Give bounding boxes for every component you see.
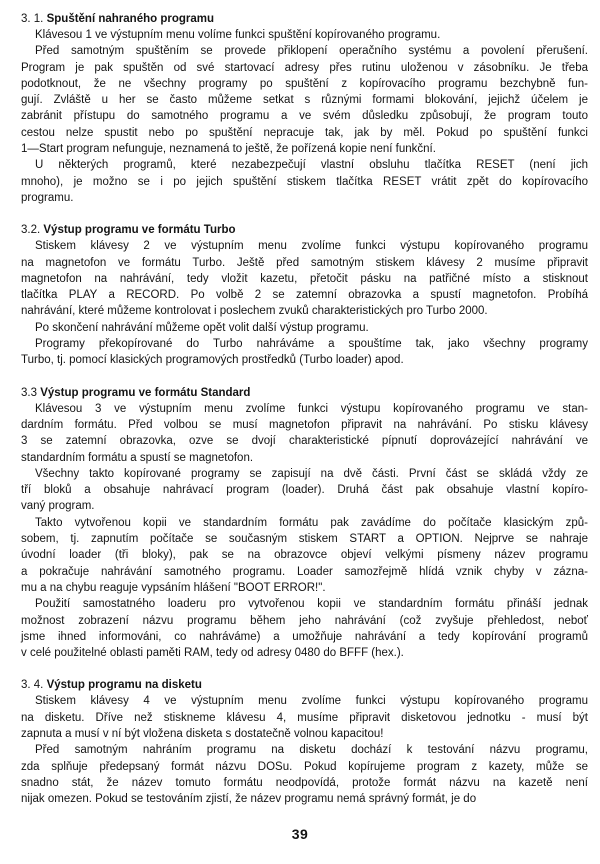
page-number: 39 (291, 826, 309, 842)
text-line: 1—Start program nefunguje, neznamená to ještě, že pořízená kopie není funkční. (21, 143, 436, 156)
text-line: Programy překopírované do Turbo nahráváme a spouštíme tak, jako všechny programy (35, 338, 588, 351)
section-number: 3.2. (21, 224, 41, 237)
text-line: sobem, tj. zapnutím počítače se současným stiskem START a OPTION. Nejprve se nahraje (21, 533, 588, 546)
paragraph (21, 238, 588, 319)
paragraph (21, 515, 588, 596)
paragraph (21, 401, 588, 466)
section-title: Výstup programu ve formátu Turbo (43, 224, 236, 237)
section-heading (21, 385, 588, 401)
text-line: vaný program. (21, 500, 95, 513)
section (21, 677, 588, 807)
text-line: Všechny takto kopírované programy se zapisují na dvě části. První část se skládá vždy ze (35, 467, 588, 480)
text-line: v celé použitelné oblasti paměti RAM, tedy od adresy 0480 do BFFF (hex.). (21, 647, 404, 660)
section-number: 3. 1. (21, 13, 44, 25)
text-line: dardním formátu. Před volbou se musí magnetofon připravit na nahrávání. Po stisku klávesy (21, 418, 588, 431)
text-line: zabránit přístupu do samotného programu a ve svém důsledku způsobují, že program touto (21, 110, 588, 123)
text-line: Klávesou 3 ve výstupním menu zvolíme funkci výstupu kopírovaného programu ve stan- (35, 402, 588, 415)
section-title: Výstup programu ve formátu Standard (40, 386, 251, 399)
paragraph (21, 320, 588, 336)
text-line: na magnetofon ve formátu Turbo. Ještě před samotným stiskem klávesy 2 musíme připravit (21, 256, 588, 269)
text-line: gují. Zvláště u her se často můžeme setkat s různými formami blokování, jejichž účelem je (21, 94, 588, 107)
text-line: Stiskem klávesy 2 ve výstupním menu zvolíme funkci výstupu kopírovaného programu (35, 240, 588, 253)
paragraph (21, 43, 588, 157)
text-line: podotknout, že ne všechny programy po spuštění z kopírovacího programu bezchybně fun- (21, 77, 588, 90)
text-line: U některých programů, které nezabezpečují vlastní obsluhu tlačítka RESET (není jich (35, 159, 588, 172)
text-line: zapnuta a musí v ní být vložena disketa s dostatečně volnou kapacitou! (21, 727, 384, 740)
paragraph (21, 336, 588, 369)
paragraph (21, 693, 588, 742)
text-line: Použití samostatného loaderu pro vytvořenou kopii ve standardním formátu přináší jednak (35, 598, 588, 611)
text-line: magnetofon na nahrávání, tedy vložit kazetu, přetočit pásku na patřičné místo a stisknout (21, 272, 588, 285)
section (21, 11, 588, 206)
text-line: zda splňuje předepsaný formát názvu DOSu. Pokud kopírujeme program z kazety, může se (21, 760, 588, 773)
paragraph (21, 157, 588, 206)
text-line: nijak omezen. Pokud se testováním zjistí, že název programu nemá správný formát, je do (21, 793, 477, 806)
text-line: Před samotným spuštěním se provede přiklopení operačního systému a povolení přerušení. (35, 45, 588, 58)
text-line: snadno stát, že název tomuto formátu neodpovídá, protože formát názvu na kazetě není (21, 776, 588, 789)
section-heading (21, 677, 588, 693)
section-heading (21, 222, 588, 238)
text-line: nahrávání, které můžeme kontrolovat i poslechem zvuků charakteristických pro Turbo 2000. (21, 305, 488, 318)
text-line: programu. (21, 191, 74, 204)
text-line: možnost zobrazení názvu programu během jeho nahrávání (což zvyšuje přehledost, neboť (21, 614, 588, 627)
text-line: 3 se zatemní obrazovka, ozve se dvojí charakteristické pípnutí doprovázející nahrávání ve (21, 435, 588, 448)
paragraph (21, 742, 588, 807)
section (21, 222, 588, 368)
text-line: Turbo, tj. pomocí klasických programových prostředků (Turbo loader) apod. (21, 354, 404, 367)
text-line: Takto vytvořenou kopii ve standardním formátu pak zavádíme do počítače klasickým způ- (35, 516, 588, 529)
text-line: na disketu. Dříve než stiskneme klávesu 4, musíme připravit disketovou jednotku - musí být (21, 711, 588, 724)
text-line: jsme ihned informováni, co nahráváme) a umožňuje nahrávání a tedy kopírování programů (21, 630, 588, 643)
text-line: Stiskem klávesy 4 ve výstupním menu zvolíme funkci výstupu kopírovaného programu (35, 695, 588, 708)
section (21, 385, 588, 662)
section-title: Spuštění nahraného programu (46, 13, 215, 25)
text-line: cestou nelze spustit nebo po spuštění nepracuje tak, jak by měl. Pokud po spuštění funkci (21, 126, 588, 139)
sections (21, 11, 588, 807)
text-line: tlačítka PLAY a RECORD. Po volbě 2 se zatemní obrazovka a spustí magnetofon. Probíhá (21, 289, 588, 302)
text-line: a pokračuje nahrávání samotného programu. Loader samozřejmě hlídá vznik chyby v zázna- (21, 565, 588, 578)
text-line: Po skončení nahrávání můžeme opět volit další výstup programu. (35, 321, 369, 334)
paragraph (21, 596, 588, 661)
paragraph (21, 27, 588, 43)
text-line: standardním formátu a spustí se magnetofon. (21, 451, 254, 464)
text-line: úvodní loader (tři bloky), pak se na obrazovce objeví velkými písmeny název programu (21, 549, 588, 562)
section-heading (21, 11, 588, 27)
section-number: 3.3 (21, 386, 37, 399)
paragraph (21, 466, 588, 515)
text-line: mnoho), je možno se i po jejich spuštění stiskem tlačítka RESET vrátit zpět do kopírovacího (21, 175, 588, 188)
section-number: 3. 4. (21, 679, 44, 692)
text-line: Před samotným nahráním programu na disketu dochází k testování názvu programu, (35, 744, 588, 757)
text-line: Klávesou 1 ve výstupním menu volíme funkci spuštění kopírovaného programu. (35, 29, 441, 41)
text-line: mu a na chybu reaguje vypsáním hlášení "BOOT ERROR!". (21, 581, 326, 594)
section-title: Výstup programu na disketu (46, 679, 202, 692)
text-line: tří bloků a obsahuje nahrávací program (loader). Druhá část pak obsahuje vlastní kopíro- (21, 484, 588, 497)
text-line: Program je pak spuštěn od své startovací adresy přes rutinu uloženou v zásobníku. Je třeba (21, 61, 588, 74)
